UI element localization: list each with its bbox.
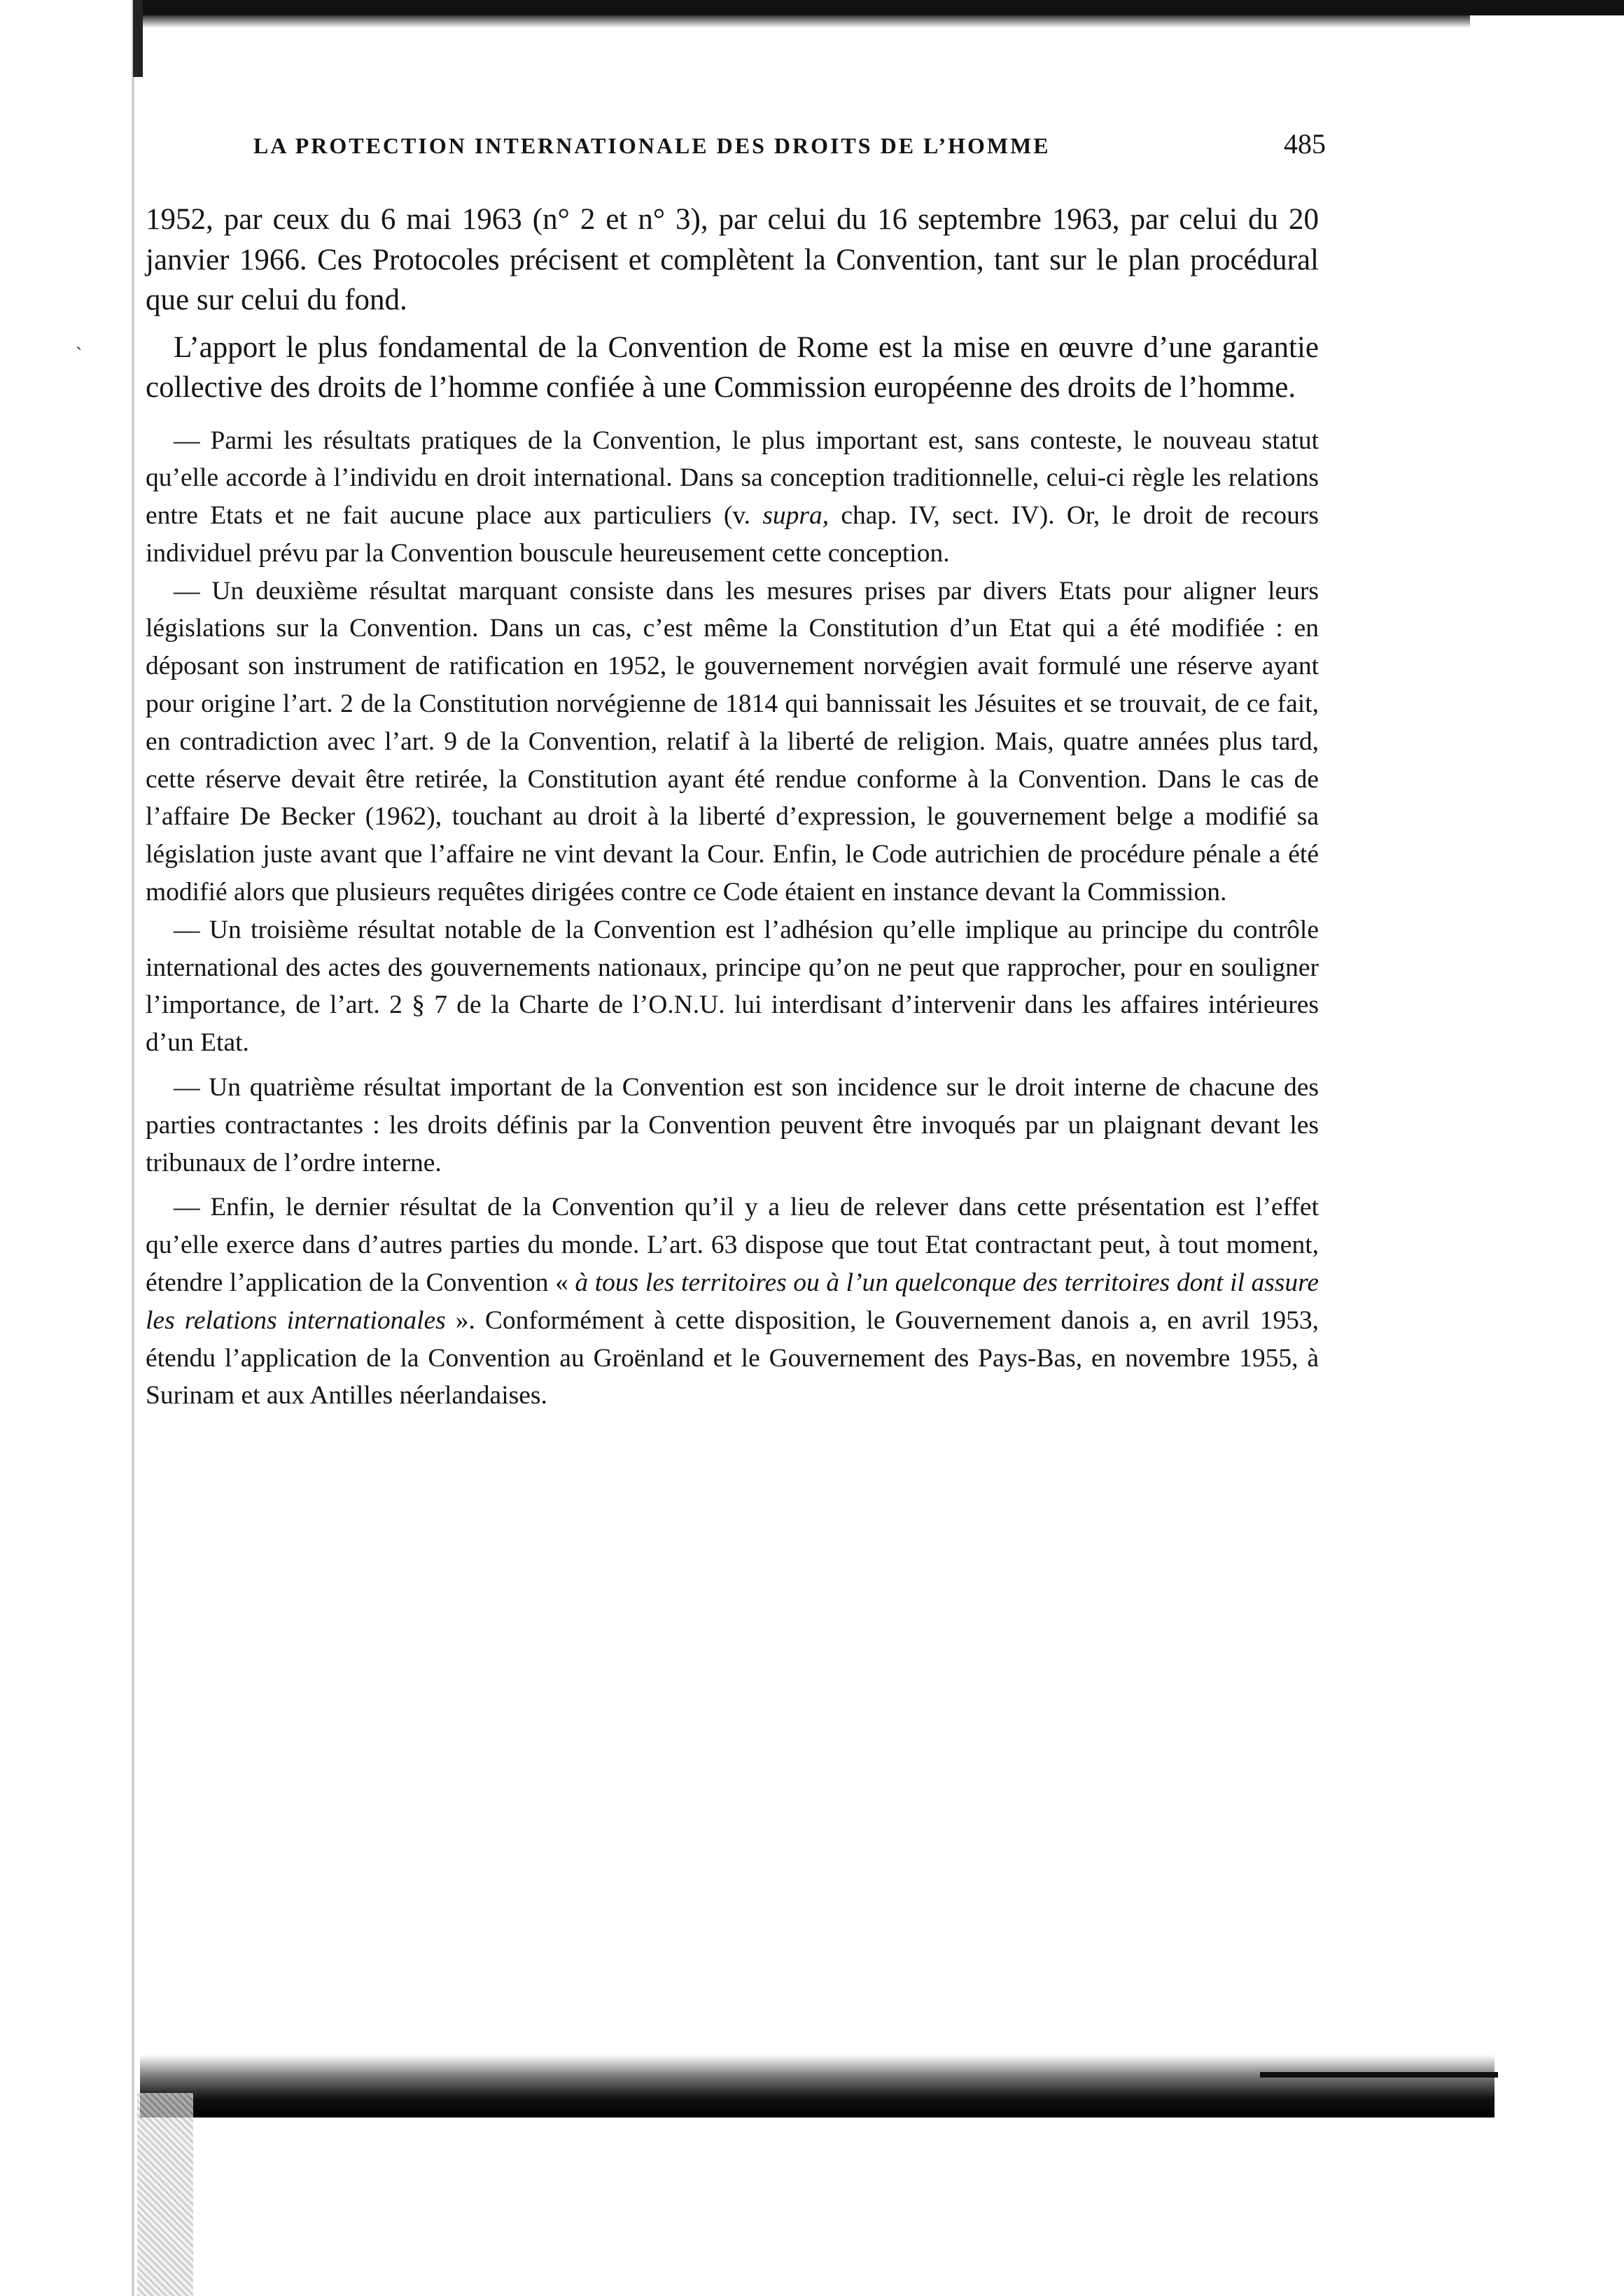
paragraph-last-result-quote: à tous les territoires ou à l’un quelconque des territoires dont il assure les relations internationales (146, 1268, 1319, 1335)
paragraph-second-result: — Un deuxième résultat marquant consiste dans les mesures prises par divers Etats pour aligner leurs législations sur la Convention. Dans un cas, c’est même la Constitution d’un Etat qui a été modifiée : en déposant son instrument de ratification en 1952, le gouvernement norvégien avait formulé une réserve ayant pour origine l’art. 2 de la Constitution norvégienne de 1814 qui bannissait les Jésuites et se trouvait, de ce fait, en contradiction avec l’art. 9 de la Convention, relatif à la liberté de religion. Mais, quatre années plus tard, cette réserve devait être retirée, la Constitution ayant été rendue conforme à la Convention. Dans le cas de l’affaire De Becker (1962), touchant au droit à la liberté d’expression, le gouvernement belge a modifié sa législation juste avant que l’affaire ne vint devant la Cour. Enfin, le Code autrichien de procédure pénale a été modifié alors que plusieurs requêtes dirigées contre ce Code étaient en instance devant la Commission. (146, 576, 1319, 907)
margin-tick-mark: ˎ (76, 329, 83, 351)
scan-bottom-texture (137, 2093, 193, 2296)
running-header (253, 127, 1326, 169)
paragraph-collective-guarantee: L’apport le plus fondamental de la Convention de Rome est la mise en œuvre d’une garantie collective des droits de l’homme confiée à une Commission européenne des droits de l’homme. (146, 330, 1319, 404)
paragraph-first-result-text: — Parmi les résultats pratiques de la Convention, le plus important est, sans conteste, le nouveau statut qu’elle accorde à l’individu en droit international. Dans sa conception traditionnelle, celui-ci règle les relations entre Etats et ne fait aucune place aux particuliers (v. (146, 426, 1319, 531)
scan-top-shadow (140, 15, 1470, 28)
paragraph-first-result-text-end: chap. IV, sect. IV). Or, le droit de recours individuel prévu par la Convention bouscule heureusement cette conception. (146, 501, 1319, 568)
paragraph-fourth-result: — Un quatrième résultat important de la Convention est son incidence sur le droit interne de chacune des parties contractantes : les droits définis par la Convention peuvent être invoqués par un plaignant devant les tribunaux de l’ordre interne. (146, 1073, 1319, 1177)
page-number: 485 (1284, 128, 1326, 160)
paragraph-first-result-italic: supra, (762, 501, 830, 531)
paragraph-last-result-text: — Enfin, le dernier résultat de la Convention qu’il y a lieu de relever dans cette présentation est l’effet qu’elle exerce dans d’autres parties du monde. L’art. 63 dispose que tout Etat contractant peut, à tout moment, étendre l’application de la Convention « (146, 1193, 1319, 1298)
paragraph-last-result-text-end: ». Conformément à cette disposition, le Gouvernement danois a, en avril 1953, étendu l’application de la Convention au Groënland et le Gouvernement des Pays-Bas, en novembre 1955, à Surinam et aux Antilles néerlandaises. (146, 1306, 1319, 1410)
paragraph-last-result (146, 1189, 1319, 1415)
paragraph-protocols: 1952, par ceux du 6 mai 1963 (n° 2 et n° 3), par celui du 16 septembre 1963, par celui du 20 janvier 1966. Ces Protocoles précisent et complètent la Convention, tant sur le plan procédural que sur celui du fond. (146, 203, 1319, 316)
scan-bottom-band (140, 2054, 1494, 2118)
header-title: LA PROTECTION INTERNATIONALE DES DROITS DE L’HOMME (253, 133, 1051, 158)
scan-bottom-line (1260, 2072, 1498, 2078)
page-body (146, 200, 1319, 1415)
paragraph-third-result: — Un troisième résultat notable de la Convention est l’adhésion qu’elle implique au principe du contrôle international des actes des gouvernements nationaux, principe qu’on ne peut que rapprocher, pour en souligner l’importance, de l’art. 2 § 7 de la Charte de l’O.N.U. lui interdisant d’intervenir dans les affaires intérieures d’un Etat. (146, 915, 1319, 1058)
scan-left-edge (132, 0, 134, 2296)
scan-left-corner (133, 0, 143, 77)
paragraph-first-result (146, 422, 1319, 573)
scan-top-border (140, 0, 1624, 15)
